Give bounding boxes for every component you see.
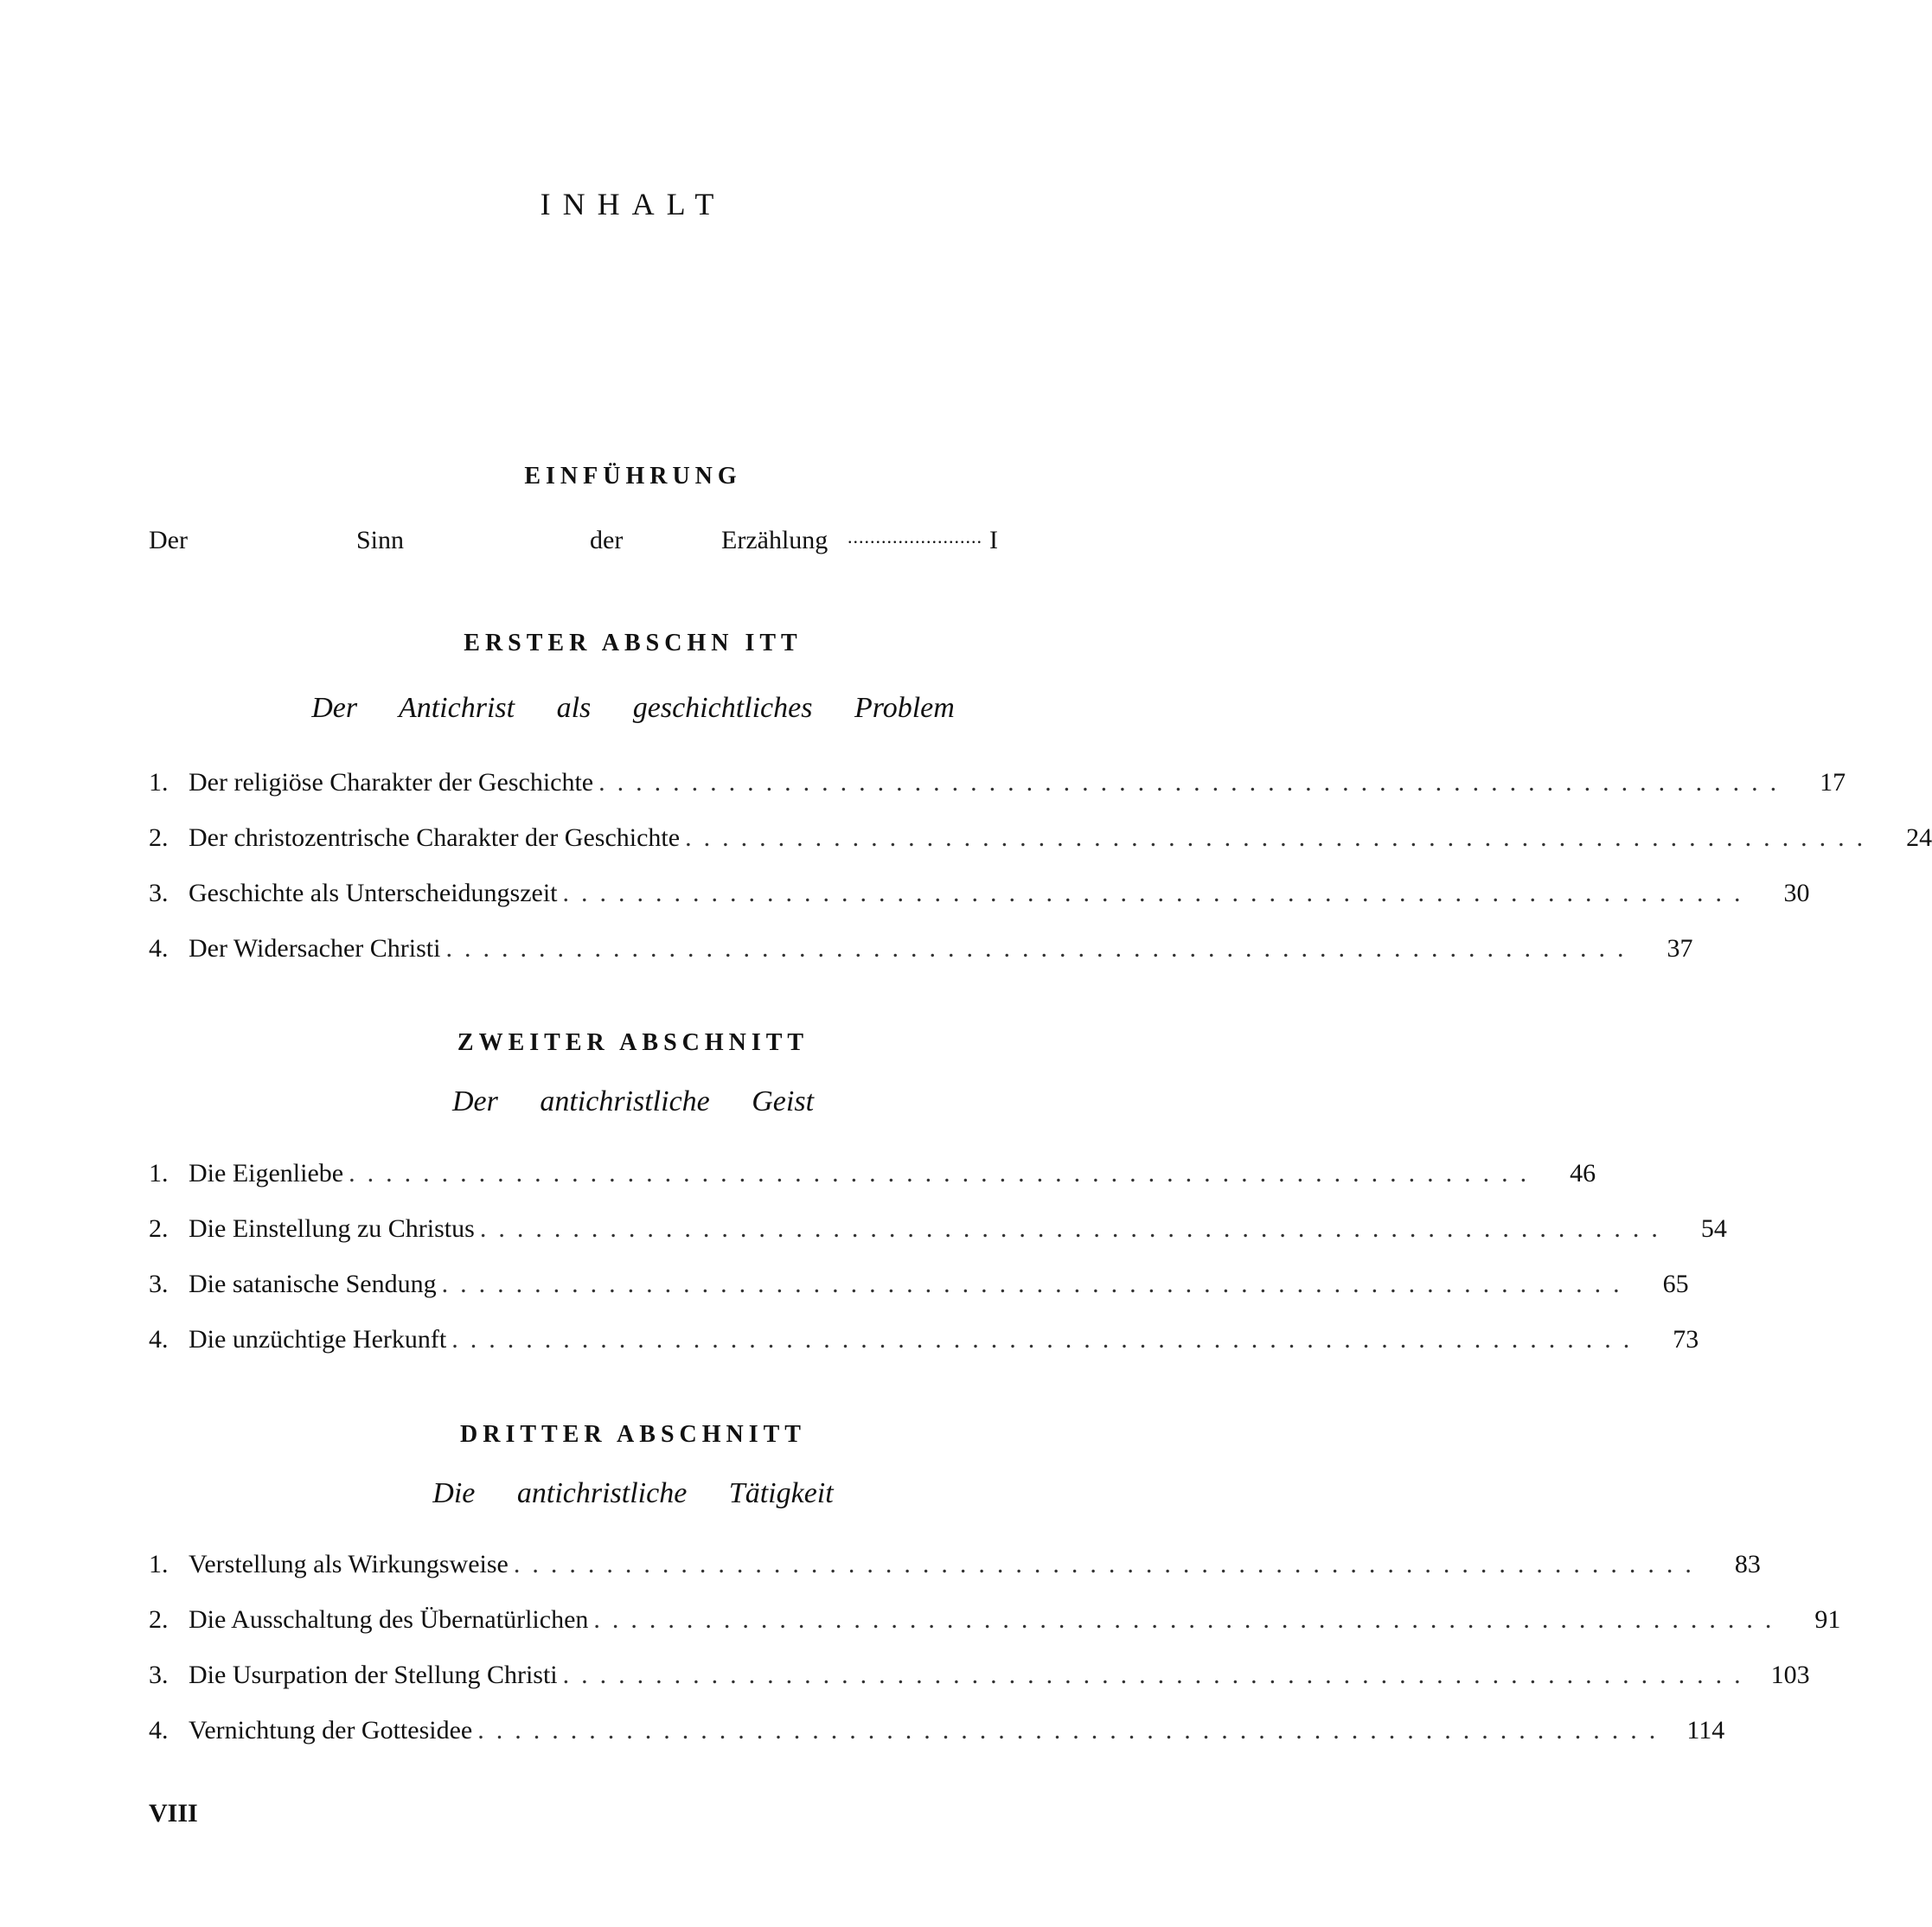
entry-page-number: 65: [1662, 1270, 1689, 1298]
dot-leader: ................................................................: [562, 879, 1753, 907]
entry-page-number: 37: [1667, 934, 1693, 963]
entry-title: Der Widersacher Christi: [189, 934, 441, 963]
entry-number: 1.: [149, 768, 169, 797]
dot-leader: ................................................................: [451, 1325, 1642, 1354]
dot-leader: ................................................................: [593, 1605, 1784, 1634]
toc-entry: [149, 1214, 1727, 1249]
toc-entry: [149, 1270, 1689, 1304]
toc-entry: [149, 1159, 1596, 1194]
dot-leader: ................................................................: [441, 1270, 1632, 1298]
intro-leader: ........................: [848, 526, 982, 547]
entry-title: Verstellung als Wirkungsweise: [189, 1550, 509, 1578]
toc-entry: [149, 823, 1932, 858]
entry-number: 4.: [149, 1716, 169, 1745]
entry-title: Die Usurpation der Stellung Christi: [189, 1661, 558, 1689]
entry-number: 3.: [149, 1270, 169, 1298]
entry-page-number: 103: [1770, 1661, 1810, 1689]
section-heading: ZWEITER ABSCHNITT: [457, 1029, 809, 1056]
toc-entry: [149, 1325, 1699, 1360]
entry-number: 2.: [149, 1214, 169, 1243]
dot-leader: ................................................................: [479, 1214, 1670, 1243]
toc-entry: [149, 879, 1810, 913]
intro-word: der: [590, 526, 624, 554]
toc-entry: [149, 768, 1846, 803]
section-subtitle: Der Antichrist als geschichtliches Problem: [311, 692, 955, 724]
dot-leader: ................................................................: [598, 768, 1789, 797]
page-title: INHALT: [540, 187, 726, 221]
entry-title: Die Ausschaltung des Übernatürlichen: [189, 1605, 589, 1634]
entry-number: 2.: [149, 823, 169, 852]
entry-title: Der religiöse Charakter der Geschichte: [189, 768, 594, 797]
section-subtitle: Der antichristliche Geist: [451, 1085, 815, 1117]
entry-title: Die satanische Sendung: [189, 1270, 437, 1298]
toc-entry: [149, 1550, 1761, 1584]
page-folio: VIII: [149, 1799, 198, 1828]
intro-word: Der: [149, 526, 188, 554]
dot-leader: ................................................................: [513, 1550, 1704, 1578]
intro-word: Sinn: [356, 526, 405, 554]
entry-title: Die Eigenliebe: [189, 1159, 344, 1188]
section-heading: ERSTER ABSCHN ITT: [464, 630, 803, 656]
dot-leader: ................................................................: [562, 1661, 1753, 1689]
dot-leader: ................................................................: [445, 934, 1636, 963]
dot-leader: ................................................................: [685, 823, 1876, 852]
entry-title: Die unzüchtige Herkunft: [189, 1325, 447, 1354]
entry-number: 2.: [149, 1605, 169, 1634]
entry-page-number: 54: [1700, 1214, 1727, 1243]
entry-page-number: 24: [1906, 823, 1932, 852]
toc-entry: [149, 934, 1693, 969]
intro-page-number: I: [989, 526, 998, 554]
toc-entry: [149, 1605, 1841, 1640]
dot-leader: ................................................................: [477, 1716, 1668, 1745]
intro-word: Erzählung: [721, 526, 828, 554]
entry-number: 3.: [149, 1661, 169, 1689]
entry-number: 1.: [149, 1550, 169, 1578]
entry-number: 1.: [149, 1159, 169, 1188]
entry-title: Der christozentrische Charakter der Geschichte: [189, 823, 681, 852]
entry-title: Die Einstellung zu Christus: [189, 1214, 475, 1243]
entry-page-number: 73: [1673, 1325, 1699, 1354]
entry-page-number: 46: [1570, 1159, 1596, 1188]
intro-entry: [149, 526, 1005, 560]
entry-title: Geschichte als Unterscheidungszeit: [189, 879, 558, 907]
entry-page-number: 83: [1734, 1550, 1761, 1578]
dot-leader: ................................................................: [349, 1159, 1539, 1188]
section-heading: DRITTER ABSCHNITT: [460, 1421, 806, 1448]
entry-title: Vernichtung der Gottesidee: [189, 1716, 473, 1745]
entry-page-number: 114: [1686, 1716, 1725, 1745]
toc-entry: [149, 1716, 1725, 1751]
intro-heading: EINFÜHRUNG: [524, 463, 742, 490]
entry-page-number: 17: [1820, 768, 1846, 797]
section-subtitle: Die antichristliche Tätigkeit: [432, 1477, 834, 1509]
entry-number: 4.: [149, 1325, 169, 1354]
entry-number: 4.: [149, 934, 169, 963]
entry-page-number: 30: [1783, 879, 1810, 907]
entry-number: 3.: [149, 879, 169, 907]
toc-entry: [149, 1661, 1810, 1695]
entry-page-number: 91: [1814, 1605, 1841, 1634]
